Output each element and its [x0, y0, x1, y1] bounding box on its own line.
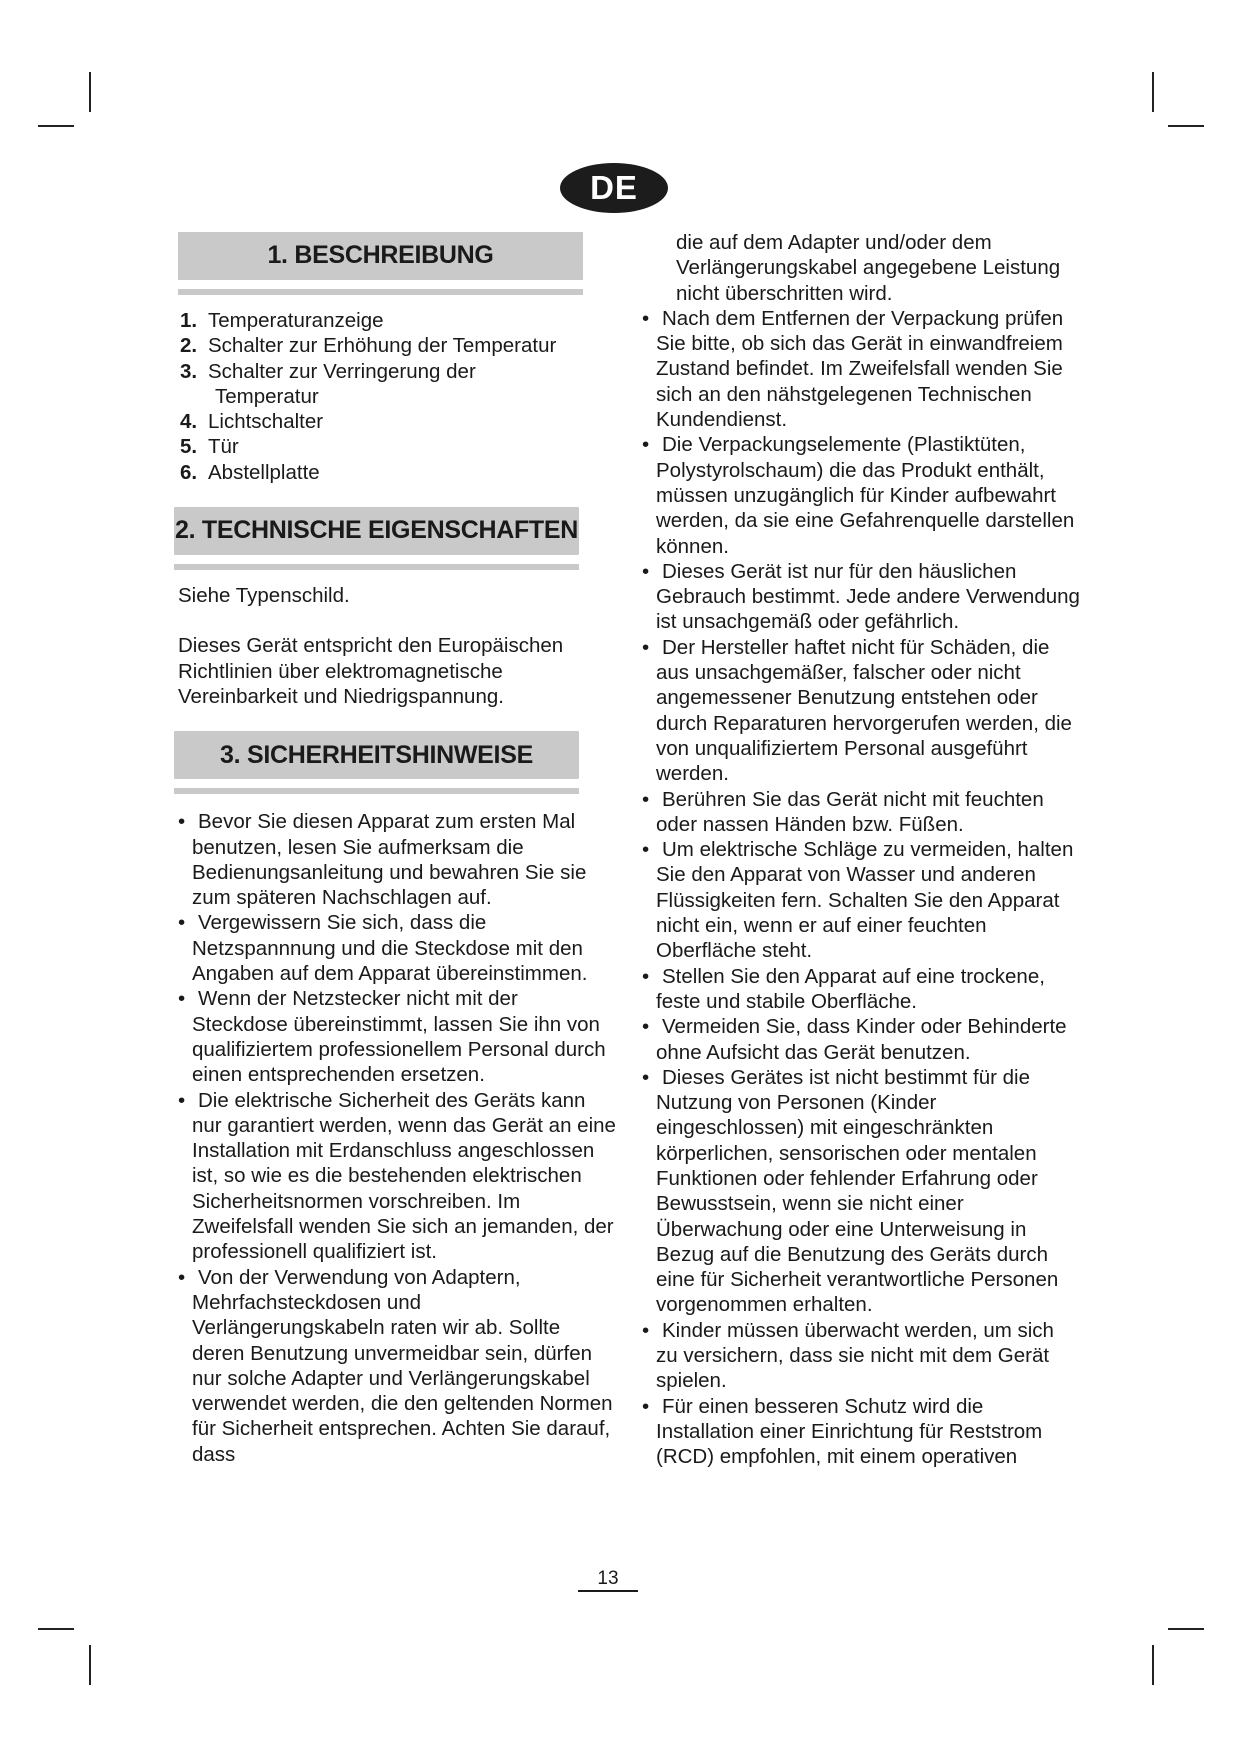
bullet-icon: •: [642, 635, 650, 659]
heading-rule: [174, 564, 579, 570]
bullet-icon: •: [178, 810, 186, 834]
list-item: 1. Temperaturanzeige: [180, 309, 384, 332]
conformity-note: Dieses Gerät entspricht den Europäischen Richtlinien über elektromagnetische Vereinbarkeit und Niedrigspannung.: [178, 634, 564, 708]
crop-mark: [1168, 1628, 1204, 1630]
crop-mark: [89, 1645, 91, 1685]
list-item: • Dieses Gerät ist nur für den häuslichen Gebrauch bestimmt. Jede andere Verwendung ist unsachgemäß oder gefährlich.: [642, 559, 1080, 634]
bullet-icon: •: [642, 838, 650, 862]
section-heading-sicherheitshinweise: [174, 731, 579, 787]
heading-title: 2. TECHNISCHE EIGENSCHAFTEN: [174, 507, 579, 555]
right-column: [630, 230, 1080, 1470]
continuation-text: die auf dem Adapter und/oder dem Verlängerungskabel angegebene Leistung nicht überschritten wird.: [676, 231, 1061, 305]
bullet-icon: •: [642, 306, 650, 330]
bullet-icon: •: [642, 787, 650, 811]
bullet-icon: •: [642, 433, 650, 457]
list-item: • Berühren Sie das Gerät nicht mit feuchten oder nassen Händen bzw. Füßen.: [642, 787, 1044, 836]
list-item: • Vergewissern Sie sich, dass die Netzspannnung und die Steckdose mit den Angaben auf dem Apparat übereinstimmen.: [178, 911, 588, 986]
bullet-icon: •: [642, 1394, 650, 1418]
list-item: 4. Lichtschalter: [180, 410, 324, 434]
list-item: • Für einen besseren Schutz wird die Installation einer Einrichtung für Reststrom (RCD) empfohlen, mit einem operativen: [642, 1394, 1043, 1469]
list-item: • Von der Verwendung von Adaptern, Mehrfachsteckdosen und Verlängerungskabeln raten wir ab. Sollte deren Benutzung unvermeidbar sein, dürfen nur solche Adapter und Verlängerungskabel verwendet werden, die den geltenden Normen für Sicherheit entsprechen. Achten Sie darauf, dass: [178, 1265, 613, 1466]
parts-list: [180, 308, 618, 485]
crop-mark: [1152, 72, 1154, 112]
safety-list-right: [642, 306, 1080, 1470]
crop-mark: [1168, 125, 1204, 127]
list-item: • Kinder müssen überwacht werden, um sich zu versichern, dass sie nicht mit dem Gerät spielen.: [642, 1318, 1054, 1393]
bullet-icon: •: [642, 1318, 650, 1342]
bullet-icon: •: [178, 911, 186, 935]
list-item: • Stellen Sie den Apparat auf eine trockene, feste und stabile Oberfläche.: [642, 964, 1045, 1013]
bullet-icon: •: [178, 1088, 186, 1112]
list-item: • Nach dem Entfernen der Verpackung prüfen Sie bitte, ob sich das Gerät in einwandfreiem Zustand befindet. Im Zweifelsfall wenden Sie sich an den nähstgelegenen Technischen Kundendienst.: [642, 306, 1064, 432]
heading-rule: [178, 289, 583, 295]
left-column: [174, 232, 618, 1467]
bullet-icon: •: [642, 1065, 650, 1089]
heading-title: 1. BESCHREIBUNG: [178, 232, 583, 280]
crop-mark: [1152, 1645, 1154, 1685]
bullet-icon: •: [178, 1265, 186, 1289]
crop-mark: [89, 72, 91, 112]
heading-rule: [174, 788, 579, 794]
language-badge: DE: [560, 163, 668, 213]
heading-title: 3. SICHERHEITSHINWEISE: [174, 731, 579, 779]
crop-mark: [38, 1628, 74, 1630]
list-item: • Um elektrische Schläge zu vermeiden, halten Sie den Apparat von Wasser und anderen Flüssigkeiten fern. Schalten Sie den Apparat nicht ein, wenn er auf einer feuchten Oberfläche steht.: [642, 838, 1074, 963]
list-item: 2. Schalter zur Erhöhung der Temperatur: [180, 334, 557, 358]
section-heading-beschreibung: [178, 232, 583, 288]
type-plate-note: Siehe Typenschild.: [178, 584, 350, 608]
list-item: 6. Abstellplatte: [180, 460, 320, 484]
bullet-icon: •: [642, 964, 650, 988]
page-number: 13: [578, 1568, 638, 1592]
bullet-icon: •: [178, 987, 186, 1011]
list-item: 3. Schalter zur Verringerung der Temperatur: [180, 359, 476, 408]
list-item: • Dieses Gerätes ist nicht bestimmt für die Nutzung von Personen (Kinder eingeschlossen) mit eingeschränkten körperlichen, sensorischen oder mentalen Funktionen oder fehlender Erfahrung oder Bewusstsein, wenn sie nicht einer Überwachung oder eine Unterweisung in Bezug auf die Benutzung des Geräts durch eine für Sicherheit verantwortliche Personen vorgenommen erhalten.: [642, 1065, 1059, 1317]
list-item: • Wenn der Netzstecker nicht mit der Steckdose übereinstimmt, lassen Sie ihn von qualifiziertem professionellem Personal durch einen entsprechenden ersetzen.: [178, 987, 606, 1087]
list-item: • Die Verpackungselemente (Plastiktüten, Polystyrolschaum) die das Produkt enthält, müssen unzugänglich für Kinder aufbewahrt werden, da sie eine Gefahrenquelle darstellen können.: [642, 433, 1075, 558]
bullet-icon: •: [642, 1015, 650, 1039]
safety-list-left: [178, 809, 618, 1467]
bullet-icon: •: [642, 559, 650, 583]
section-heading-technische-eigenschaften: [174, 507, 579, 563]
list-item: 5. Tür: [180, 435, 239, 459]
list-item: • Bevor Sie diesen Apparat zum ersten Mal benutzen, lesen Sie aufmerksam die Bedienungsanleitung und bewahren Sie sie zum späteren Nachschlagen auf.: [178, 810, 587, 910]
list-item: • Der Hersteller haftet nicht für Schäden, die aus unsachgemäßer, falscher oder nicht angemessener Benutzung entstehen oder durch Reparaturen hervorgerufen werden, die von unqualifiziertem Personal ausgeführt werden.: [642, 635, 1072, 786]
crop-mark: [38, 125, 74, 127]
list-item: • Die elektrische Sicherheit des Geräts kann nur garantiert werden, wenn das Gerät an eine Installation mit Erdanschluss angeschlossen ist, so wie es die bestehenden elektrischen Sicherheitsnormen vorschreiben. Im Zweifelsfall wenden Sie sich an jemanden, der professionell qualifiziert ist.: [178, 1088, 616, 1264]
list-item: • Vermeiden Sie, dass Kinder oder Behinderte ohne Aufsicht das Gerät benutzen.: [642, 1015, 1067, 1064]
